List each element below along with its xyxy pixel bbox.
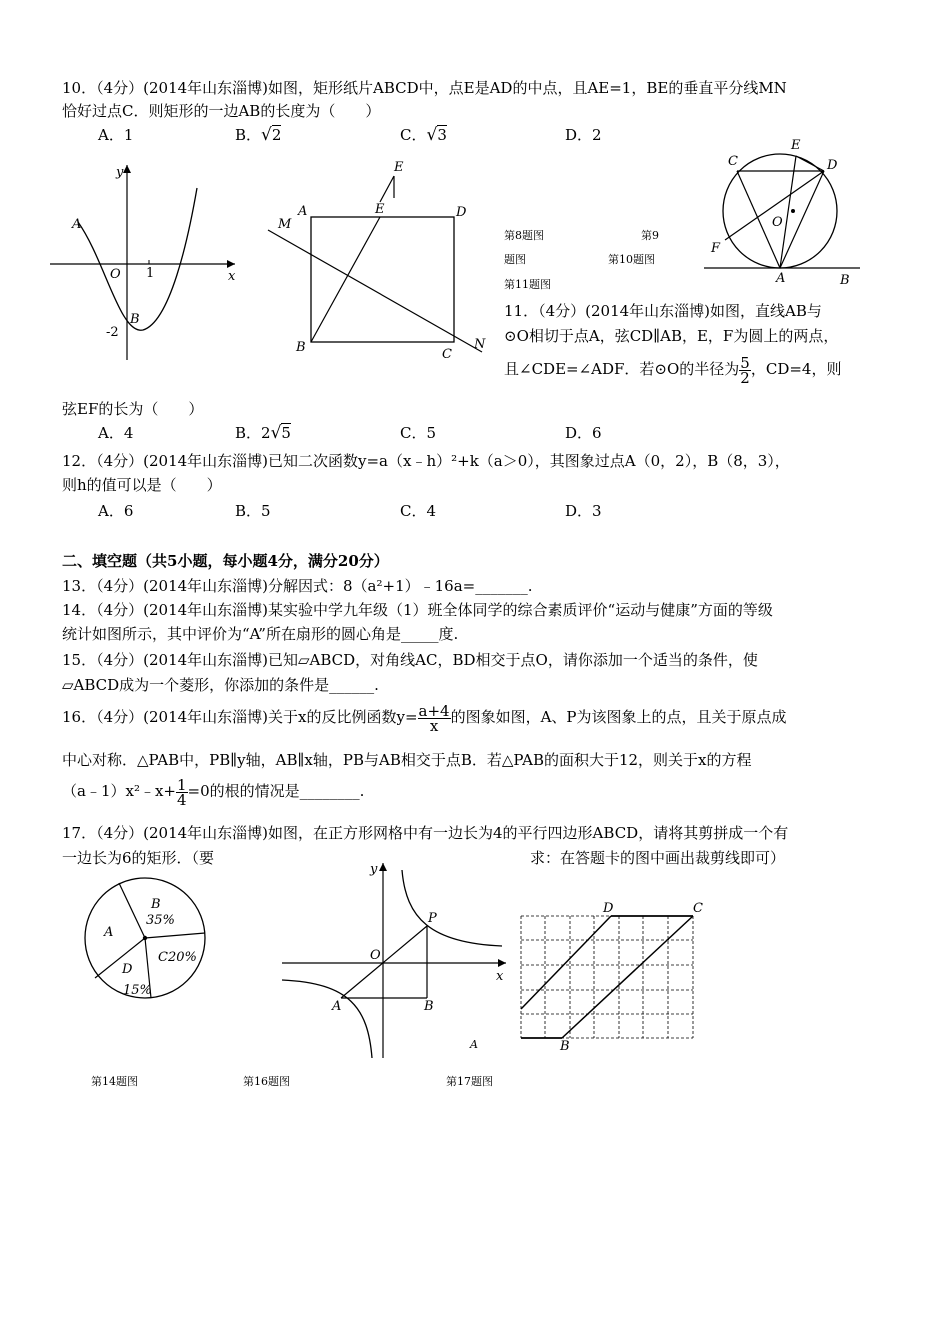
fig11-label-c: C: [728, 154, 738, 169]
fig17-label-d: D: [603, 901, 614, 916]
caption-fig16: 第16题图: [243, 1075, 290, 1088]
q10-option-a: A．1: [98, 126, 134, 144]
q14-line2: 统计如图所示，其中评价为“A”所在扇形的圆心角是_____度.: [62, 625, 459, 643]
fig14-label-c: C20%: [158, 950, 197, 965]
figure-8-parabola: [50, 160, 240, 365]
q17-line2b: 求：在答题卡的图中画出裁剪线即可）: [530, 849, 786, 867]
q12-option-b: B．5: [235, 502, 271, 520]
q12-option-c: C．4: [400, 502, 437, 520]
q11-option-a: A．4: [98, 424, 134, 442]
fig17-label-a: A: [470, 1038, 478, 1051]
fig11-label-f: F: [711, 241, 721, 256]
q11-option-b: B．2√5: [235, 423, 291, 443]
q11-option-c: C．5: [400, 424, 437, 442]
figure-10-rectangle: [268, 158, 493, 373]
fig8-label-a: A: [72, 217, 82, 232]
figure-16-hyperbola: [280, 858, 510, 1063]
fig16-label-p: P: [428, 911, 437, 926]
q11-line1: 11．（4分）(2014年山东淄博)如图，直线AB与: [504, 302, 822, 320]
fig10-label-c: C: [442, 347, 452, 362]
fig11-label-e: E: [791, 138, 801, 153]
fig10-label-b: B: [296, 340, 306, 355]
q10-option-b: B．√2: [235, 125, 282, 145]
q17-line2a: 一边长为6的矩形．（要: [62, 849, 215, 867]
q11-option-d: D．6: [565, 424, 602, 442]
caption-fig14: 第14题图: [91, 1075, 138, 1088]
fig10-label-m: M: [278, 217, 292, 232]
fig11-label-b: B: [840, 273, 850, 288]
q16-line1: 16．（4分）(2014年山东淄博)关于x的反比例函数y= $\frac{a+4}{x}$ 的图象如图，A、P为该图象上的点，且关于原点成: [62, 701, 787, 735]
caption-fig10: 第10题图: [608, 253, 655, 266]
caption-fig9: 第9: [641, 229, 659, 242]
q12-line1: 12．（4分）(2014年山东淄博)已知二次函数y=a（x﹣h）²+k（a＞0），其图象过点A（0，2），B（8，3），: [62, 452, 790, 470]
q16-line3: （a﹣1）x²﹣x+ $\frac{1}{4}$ =0的根的情况是________.: [62, 775, 365, 809]
fig10-label-e: E: [375, 202, 385, 217]
caption-fig8: 第8题图: [504, 229, 544, 242]
figure-11-circle: [700, 135, 865, 290]
caption-fig9-cont: 题图: [504, 253, 526, 266]
fig16-label-a: A: [332, 999, 342, 1014]
caption-fig11: 第11题图: [504, 278, 551, 291]
fig16-label-x: x: [496, 969, 504, 984]
fig14-label-b-pct: 35%: [146, 913, 175, 928]
q11-line2: ⊙O相切于点A，弦CD∥AB，E，F为圆上的两点，: [504, 327, 839, 345]
q16-line2: 中心对称．△PAB中，PB∥y轴，AB∥x轴，PB与AB相交于点B．若△PAB的面积大于12，则关于x的方程: [62, 751, 752, 769]
q10-option-c: C．√3: [400, 125, 447, 145]
q12-line2: 则h的值可以是（ ）: [62, 476, 222, 494]
fig8-label-b: B: [130, 312, 140, 327]
figure-17-grid: [513, 900, 718, 1054]
q12-option-d: D．3: [565, 502, 602, 520]
fig8-label-neg2: -2: [106, 325, 119, 340]
fig8-label-o: O: [110, 267, 121, 282]
q12-option-a: A．6: [98, 502, 134, 520]
q13-line: 13．（4分）(2014年山东淄博)分解因式：8（a²+1）﹣16a=_______.: [62, 577, 533, 595]
fig16-label-b: B: [424, 999, 434, 1014]
fig10-label-n: N: [474, 337, 486, 352]
fig14-label-b: B: [151, 897, 161, 912]
fig10-label-a: A: [298, 204, 308, 219]
q10-option-d: D．2: [565, 126, 602, 144]
fig17-label-c: C: [693, 901, 703, 916]
fig17-label-b: B: [560, 1039, 570, 1054]
q11-line3: 且∠CDE=∠ADF．若⊙O的半径为 $\frac{5}{2}$ ，CD=4，则: [504, 353, 842, 387]
fig14-label-d: D: [122, 962, 133, 977]
fig8-label-1: 1: [146, 266, 155, 281]
q14-line1: 14．（4分）(2014年山东淄博)某实验中学九年级（1）班全体同学的综合素质评价“运动与健康”方面的等级: [62, 601, 773, 619]
fig10-label-d: D: [456, 205, 467, 220]
fig8-label-y: y: [116, 165, 124, 180]
fig10-label-e-top: E: [394, 160, 404, 175]
fig11-label-d: D: [827, 158, 838, 173]
q11-line4: 弦EF的长为（ ）: [62, 400, 204, 418]
caption-fig17: 第17题图: [446, 1075, 493, 1088]
fig8-label-x: x: [228, 269, 236, 284]
section-2-heading: 二、填空题（共5小题，每小题4分，满分20分）: [62, 552, 389, 570]
q15-line2: ▱ABCD成为一个菱形，你添加的条件是______.: [62, 676, 379, 694]
q15-line1: 15．（4分）(2014年山东淄博)已知▱ABCD，对角线AC，BD相交于点O，请你添加一个适当的条件，使: [62, 651, 758, 669]
fig14-label-a: A: [104, 925, 114, 940]
q10-line2: 恰好过点C．则矩形的一边AB的长度为（ ）: [62, 102, 381, 120]
q17-line1: 17．（4分）(2014年山东淄博)如图，在正方形网格中有一边长为4的平行四边形ABCD，请将其剪拼成一个有: [62, 824, 789, 842]
fig14-label-d-pct: 15%: [123, 983, 152, 998]
fig16-label-o: O: [370, 948, 381, 963]
fig11-label-o: O: [772, 215, 783, 230]
fig16-label-y: y: [370, 862, 378, 877]
fig11-label-a: A: [776, 271, 786, 286]
figure-14-pie: [82, 878, 212, 1003]
q10-line1: 10．（4分）(2014年山东淄博)如图，矩形纸片ABCD中，点E是AD的中点，且AE=1，BE的垂直平分线MN: [62, 79, 787, 97]
